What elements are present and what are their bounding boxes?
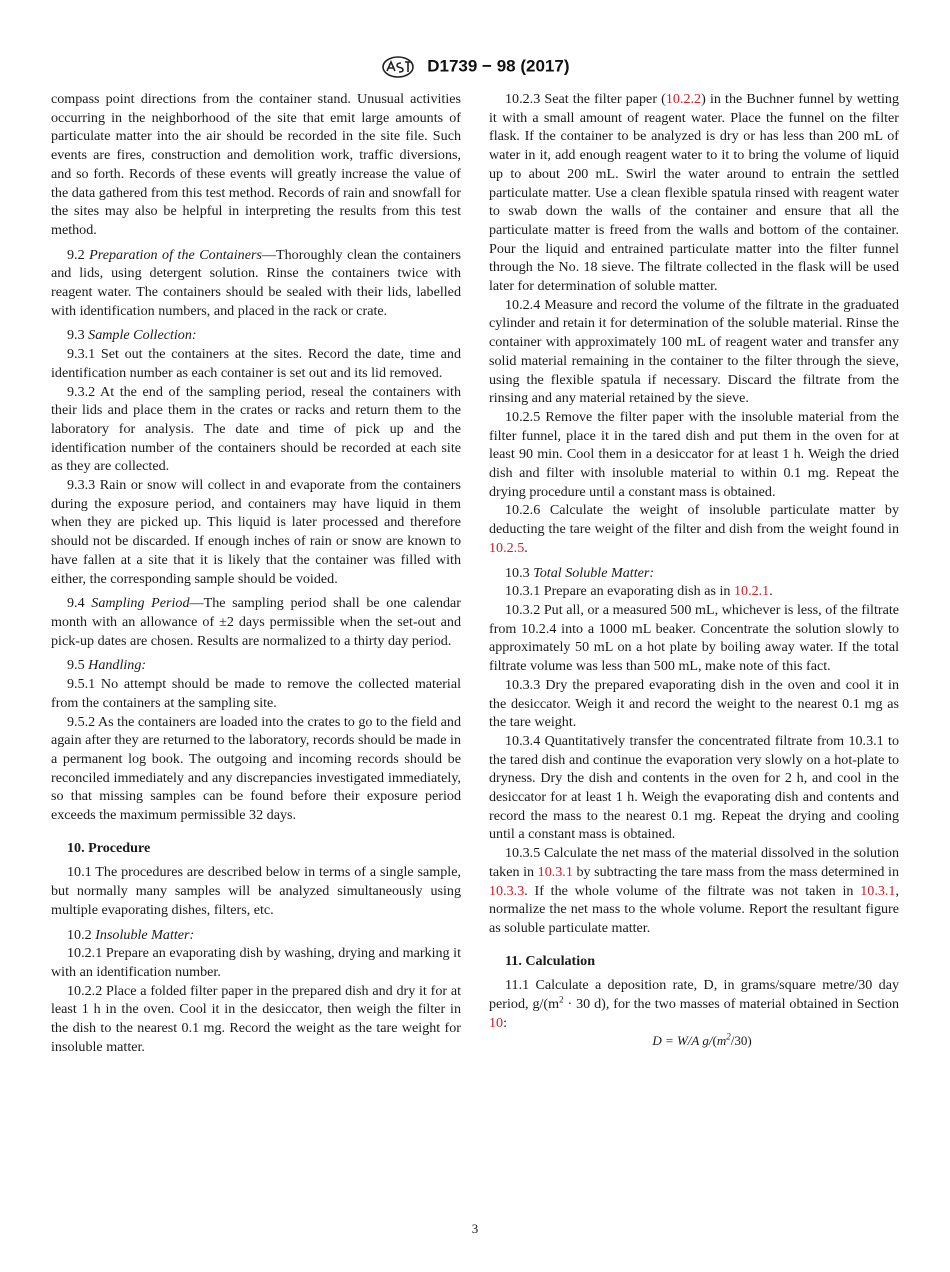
section-10-3-3: 10.3.3 Dry the prepared evaporating dish in the oven and cool it in the desiccator. Weigh it and record the weight to the nearest 0.1 mg as the tare weight. bbox=[489, 676, 899, 731]
section-9-2: 9.2 Preparation of the Containers—Thoroughly clean the containers and lids, using detergent solution. Rinse the containers twice with reagent water. The containers should be sealed with their lids, labelled with identification numbers, and placed in the rack or crate. bbox=[51, 246, 461, 319]
section-10-3: 10.3 Total Soluble Matter: bbox=[505, 564, 655, 581]
section-10-3-4: 10.3.4 Quantitatively transfer the concentrated filtrate from 10.3.1 to the tared dish and continue the evaporation very slowly on a hot-plate to dryness. Dry the dish and contents in the oven for 2 h, and cool in the desiccator for at least 1 h. Weigh the evaporating dish and contents and record the mass to the nearest 0.1 mg. Repeat the drying and cooling until a constant mass is obtained. bbox=[489, 732, 899, 843]
link-10-2-2[interactable]: 10.2.2 bbox=[665, 91, 702, 107]
section-10-3-2: 10.3.2 Put all, or a measured 500 mL, whichever is less, of the filtrate from 10.2.4 into a 1000 mL beaker. Concentrate the solution slowly to approximately 50 mL on a hot plate by boiling away water. If the total filtrate volume was less than 500 mL, make note of this fact. bbox=[489, 601, 899, 675]
section-10-1: 10.1 The procedures are described below in terms of a single sample, but normally many samples will be analyzed simultaneously using multiple evaporating dishes, filters, etc. bbox=[51, 864, 461, 918]
section-10-2-4: 10.2.4 Measure and record the volume of the filtrate in the graduated cylinder and retain it for determination of the soluble material. Rinse the container with approximately 100 mL of reagent water and transfer any solid material remaining in the container to the filter through the sieve, using the flexible spatula if necessary. Discard the filtrate from the rinsing and any material retained by the sieve. bbox=[489, 296, 899, 407]
link-10-2-1[interactable]: 10.2.1 bbox=[733, 583, 770, 600]
heading-calculation: 11. Calculation bbox=[505, 952, 596, 969]
right-column bbox=[489, 90, 899, 1051]
paragraph-site-records: compass point directions from the container stand. Unusual activities occurring in the neighborhood of the site that emit large amounts of particulate matter into the air should be recorded in the site file. Such events are fires, construction and demolition work, traffic diversions, and so forth. Records of these events will greatly increase the value of the data gathered from this test method. Records of rain and snowfall for the sites may also be helpful in interpreting the results from this test method. bbox=[51, 91, 461, 238]
section-10-2: 10.2 Insoluble Matter: bbox=[67, 926, 195, 943]
section-10-2-3: 10.2.3 Seat the filter paper (10.2.2) in the Buchner funnel by wetting it with a small amount of reagent water. Place the funnel on the filter flask. If the container to be analyzed is dry or has less than 200 mL of water in it, add enough reagent water to it to bring the volume of liquid up to about 200 mL. Swirl the water around to entrain the settled particulate matter. Use a clean flexible spatula rinsed with reagent water to swab down the walls of the container and ensure that all the particulate matter is freed from the walls and bottom of the container. Pour the liquid and entrained particulate matter into the filter funnel through the No. 18 sieve. The filtrate collected in the flask will be used later for determination of soluble matter. bbox=[489, 91, 899, 295]
page-header bbox=[0, 56, 950, 78]
designation: D1739 − 98 (2017) bbox=[427, 56, 570, 76]
section-10-3-1: 10.3.1 Prepare an evaporating dish as in 10.2.1. bbox=[505, 583, 773, 600]
link-10-3-3[interactable]: 10.3.3 bbox=[489, 882, 525, 899]
section-9-3-2: 9.3.2 At the end of the sampling period, reseal the containers with their lids and place them in the crates or racks and return them to the laboratory for analysis. The date and time of pick up and the identification number of the containers should be recorded at each site as they are collected. bbox=[51, 383, 461, 475]
section-10-2-2: 10.2.2 Place a folded filter paper in the prepared dish and dry it for at least 1 h in the oven. Cool it in the desiccator, then weigh the filter in the dish to the nearest 0.1 mg. Record the weight as the tare weight for insoluble matter. bbox=[51, 982, 461, 1055]
astm-logo-icon bbox=[381, 56, 415, 78]
section-10-3-title: Total Soluble Matter: bbox=[533, 564, 655, 581]
page-number: 3 bbox=[471, 1221, 479, 1236]
left-column bbox=[51, 90, 461, 1056]
heading-procedure: 10. Procedure bbox=[67, 839, 151, 856]
section-9-4-title: Sampling Period bbox=[91, 595, 190, 612]
section-10-2-title: Insoluble Matter: bbox=[95, 926, 195, 943]
link-10-3-1[interactable]: 10.3.1 bbox=[537, 863, 573, 880]
section-10-2-6: 10.2.6 Calculate the weight of insoluble particulate matter by deducting the tare weight of the filter and dish from the weight found in 10.2.5. bbox=[489, 502, 899, 556]
section-9-5-title: Handling: bbox=[88, 657, 147, 674]
deposition-equation: D = W/A $g/(m^2/30)$ bbox=[652, 1032, 752, 1049]
section-9-3-1: 9.3.1 Set out the containers at the sites. Record the date, time and identification number as each container is set out and its lid removed. bbox=[51, 346, 461, 381]
section-10-3-5: 10.3.5 Calculate the net mass of the material dissolved in the solution taken in 10.3.1 by subtracting the tare mass from the mass determined in 10.3.3. If the whole volume of the filtrate was not taken in 10.3.1, normalize the net mass to the whole volume. Report the resultant figure as soluble particulate matter. bbox=[489, 845, 900, 936]
section-9-2-title: Preparation of the Containers bbox=[89, 246, 262, 263]
section-9-5-1: 9.5.1 No attempt should be made to remove the collected material from the containers at the sampling site. bbox=[51, 676, 461, 711]
section-9-5-2: 9.5.2 As the containers are loaded into the crates to go to the field and again after they are returned to the laboratory, records should be made in a permanent log book. The outgoing and incoming records should be reconciled immediately and any discrepancies investigated immediately, so that missing samples can be found before their exposure period exceeds the maximum permissible 32 days. bbox=[51, 713, 461, 824]
link-10-3-1-b[interactable]: 10.3.1 bbox=[860, 882, 896, 899]
section-9-4: 9.4 Sampling Period—The sampling period shall be one calendar month with an allowance of ±2 days permissible when the set-out and pick-up dates are chosen. Results are normalized to a thirty day period. bbox=[51, 595, 461, 649]
section-9-3: 9.3 Sample Collection: bbox=[67, 327, 197, 344]
section-9-3-title: Sample Collection: bbox=[88, 327, 197, 344]
link-section-10[interactable]: 10 bbox=[489, 1014, 504, 1031]
section-11-1: 11.1 Calculate a deposition rate, D, in grams/square metre/30 day period, $g/(m^2 \cdot 30$ d), for the two masses of material obtained in Section 10: bbox=[489, 977, 899, 1031]
link-10-2-5[interactable]: 10.2.5 bbox=[489, 539, 525, 556]
section-9-5: 9.5 Handling: bbox=[67, 657, 147, 674]
section-9-3-3: 9.3.3 Rain or snow will collect in and evaporate from the containers during the exposure period, and containers may have liquid in them when they are picked up. This liquid is later processed and therefore should not be discarded. If enough inches of rain or snow are known to have fallen at a site that it is likely that the container was filled with either, the corresponding sample should be voided. bbox=[51, 477, 461, 587]
section-10-2-5: 10.2.5 Remove the filter paper with the insoluble material from the filter funnel, place it in the tared dish and put them in the oven for at least 90 min. Cool them in a desiccator for at least 1 h. Weigh the dried dish and filter with insoluble material to within 0.1 mg. Repeat the drying procedure until a constant mass is obtained. bbox=[489, 408, 899, 500]
section-10-2-1: 10.2.1 Prepare an evaporating dish by washing, drying and marking it with an identification number. bbox=[51, 945, 461, 980]
